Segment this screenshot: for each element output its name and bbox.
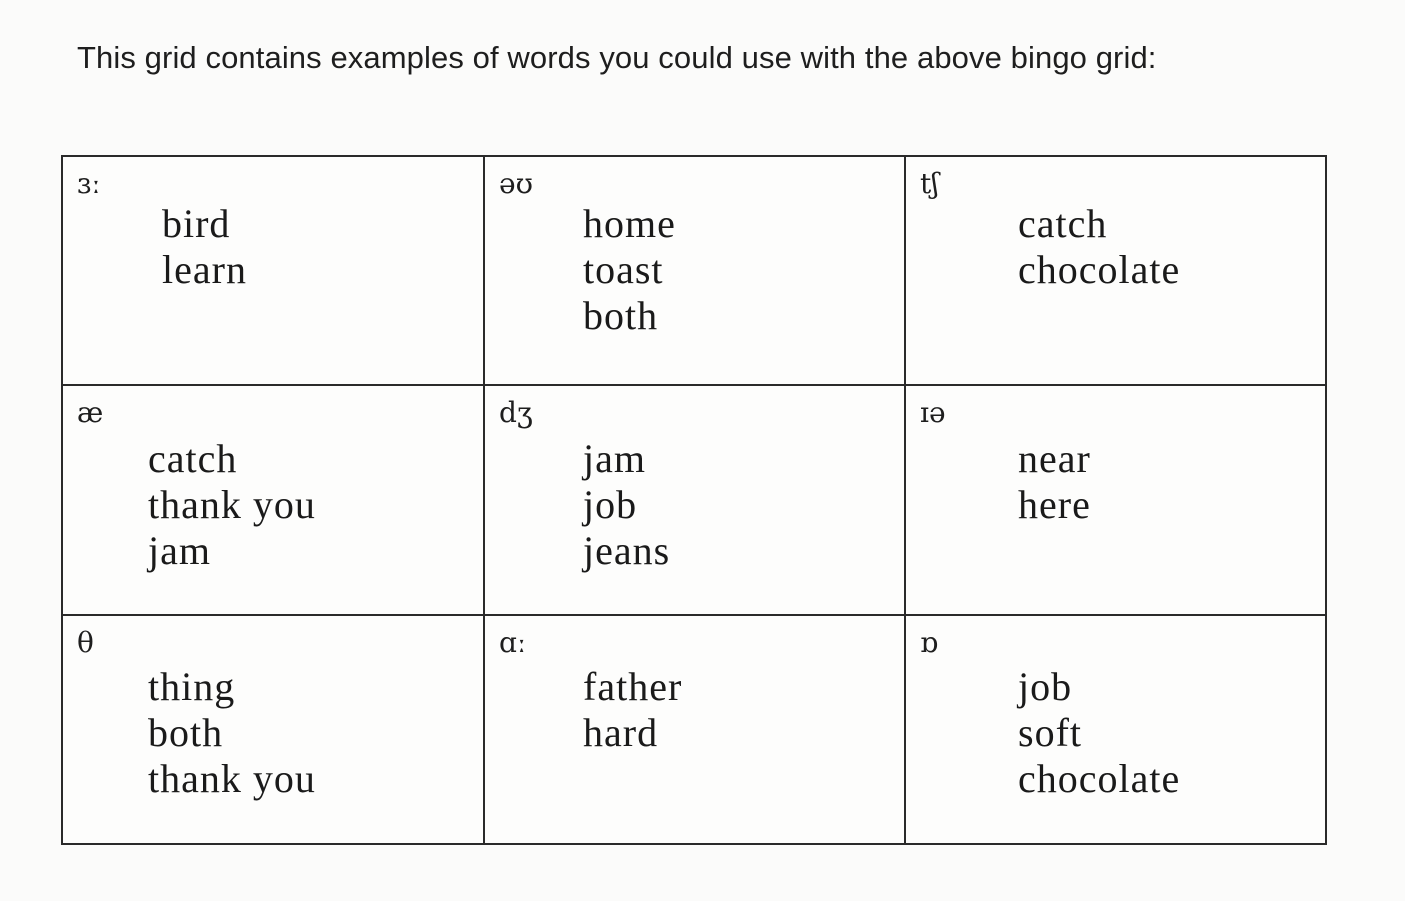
word-list	[583, 436, 670, 574]
phoneme-symbol: ɪə	[920, 396, 946, 429]
word-item: catch	[1018, 201, 1108, 246]
word-item: soft	[1018, 710, 1082, 755]
word-item: chocolate	[1018, 247, 1181, 292]
word-list	[148, 664, 316, 802]
grid-cell-ear	[906, 386, 1325, 616]
phoneme-symbol: ɑː	[499, 626, 527, 659]
word-item: hard	[583, 710, 659, 755]
word-item: jeans	[583, 528, 671, 573]
grid-cell-er	[63, 157, 485, 386]
word-item: job	[1018, 664, 1073, 709]
word-item: father	[583, 664, 683, 709]
word-list	[583, 201, 676, 339]
phoneme-symbol: əʊ	[499, 167, 533, 200]
word-item: home	[583, 201, 676, 246]
word-list	[148, 436, 316, 574]
phoneme-symbol: tʃ	[920, 167, 939, 200]
phoneme-symbol: ɜː	[77, 167, 101, 200]
word-list	[1018, 436, 1091, 528]
word-item: jam	[148, 528, 211, 573]
phoneme-symbol: æ	[77, 396, 104, 429]
grid-cell-th	[63, 616, 485, 843]
word-item: both	[583, 293, 659, 338]
phoneme-word-grid	[61, 155, 1327, 845]
grid-cell-dzh	[485, 386, 906, 616]
word-item: learn	[162, 247, 247, 292]
word-item: chocolate	[1018, 756, 1181, 801]
grid-cell-ae	[63, 386, 485, 616]
word-item: thank you	[148, 756, 316, 801]
grid-cell-ch	[906, 157, 1325, 386]
word-list	[1018, 664, 1180, 802]
word-item: both	[148, 710, 224, 755]
intro-text: This grid contains examples of words you could use with the above bingo grid:	[77, 40, 1157, 75]
phoneme-symbol: dʒ	[499, 396, 533, 429]
phoneme-symbol: θ	[77, 626, 94, 659]
word-item: jam	[583, 436, 646, 481]
word-item: near	[1018, 436, 1091, 481]
word-item: thing	[148, 664, 236, 709]
word-list	[583, 664, 682, 756]
word-item: here	[1018, 482, 1091, 527]
grid-cell-ar	[485, 616, 906, 843]
word-item: catch	[148, 436, 238, 481]
phoneme-symbol: ɒ	[920, 626, 938, 659]
grid-cell-oh	[485, 157, 906, 386]
word-item: bird	[162, 201, 231, 246]
word-item: thank you	[148, 482, 316, 527]
word-list	[1018, 201, 1180, 293]
word-list	[162, 201, 247, 293]
grid-cell-o	[906, 616, 1325, 843]
word-item: job	[583, 482, 638, 527]
word-item: toast	[583, 247, 664, 292]
